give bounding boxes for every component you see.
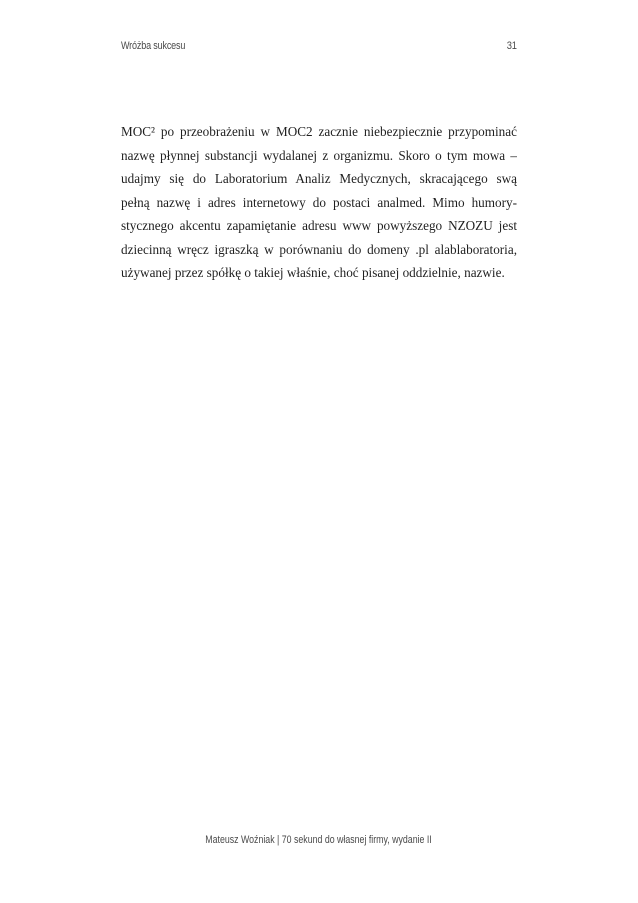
paragraph-line: pełną nazwę i adres internetowy do postaci analmed. Mimo humory- [121,194,517,210]
page-number: 31 [506,40,517,52]
paragraph-line: używanej przez spółkę o takiej właśnie, choć pisanej oddzielnie, nazwie. [121,265,505,280]
paragraph-line: MOC² po przeobrażeniu w MOC2 zacznie niebezpiecznie przypominać [121,124,517,139]
paragraph-line: udajmy się do Laboratorium Analiz Medycznych, skracającego swą [121,171,517,186]
body-paragraph [121,120,517,285]
running-header [121,40,517,56]
page-footer [0,834,638,846]
footer-text: Mateusz Woźniak | 70 sekund do własnej firmy, wydanie II [205,834,433,846]
paragraph-line: stycznego akcentu zapamiętanie adresu www powyższego NZOZU jest [121,218,517,233]
paragraph-line: nazwę płynnej substancji wydalanej z organizmu. Skoro o tym mowa – [121,147,517,163]
paragraph-line: dziecinną wręcz igraszką w porównaniu do domeny .pl alablaboratoria, [121,241,517,257]
chapter-title: Wróżba sukcesu [121,40,186,52]
